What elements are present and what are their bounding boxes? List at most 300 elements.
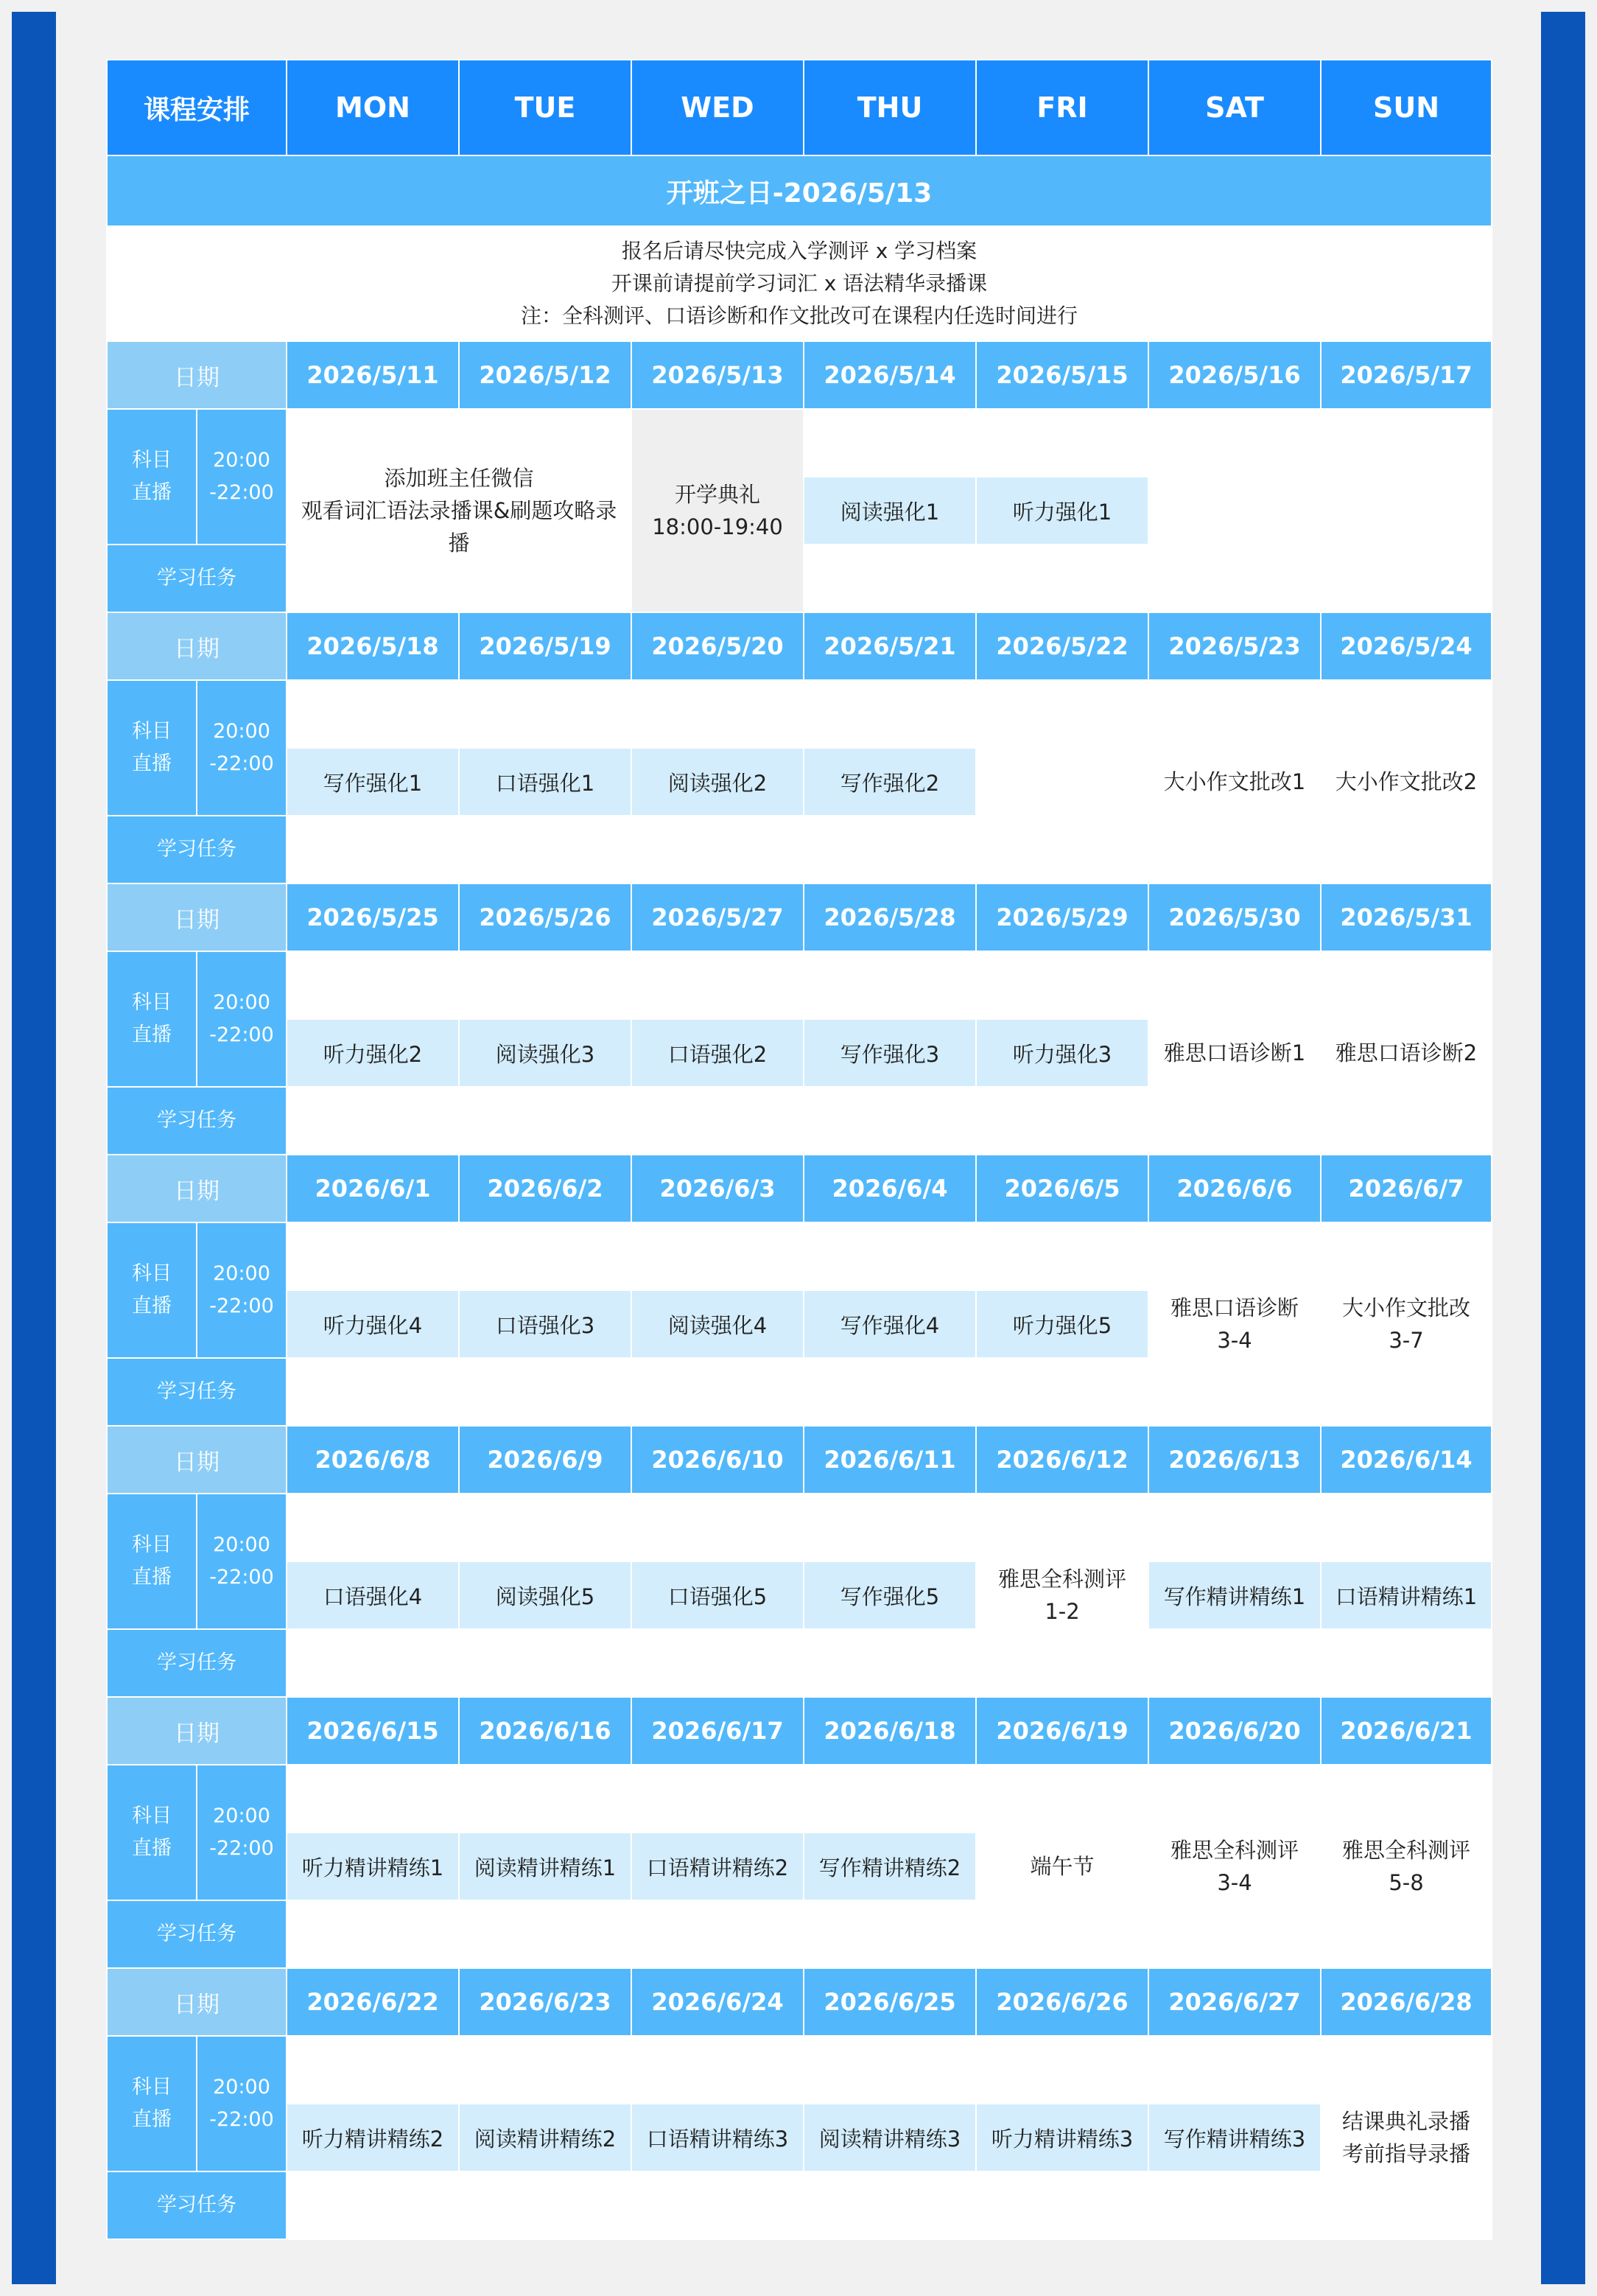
- spacer-cell: [631, 816, 804, 883]
- spacer-cell: [459, 1087, 631, 1155]
- spacer-cell: [287, 816, 459, 883]
- spacer-cell: [804, 1222, 976, 1290]
- course-line: 口语强化1: [495, 770, 595, 796]
- course-line: 5-8: [1389, 1870, 1424, 1895]
- date-cell: 2026/6/18: [804, 1697, 976, 1765]
- spacer-cell: [459, 951, 631, 1019]
- schedule-table: [106, 59, 1492, 2240]
- spacer-cell: [287, 680, 459, 748]
- course-cell: [287, 748, 459, 816]
- spacer-cell: [1321, 409, 1492, 477]
- time-start: 20:00: [213, 449, 270, 472]
- course-cell: [804, 1290, 976, 1358]
- live-time-label: [197, 2036, 287, 2171]
- spacer-cell: [459, 1358, 631, 1426]
- course-line: 大小作文批改: [1342, 1295, 1471, 1320]
- course-cell: [287, 1019, 459, 1087]
- date-label: 日期: [107, 341, 287, 409]
- spacer-cell: [976, 951, 1148, 1019]
- date-label: 日期: [107, 1697, 287, 1765]
- course-cell: [459, 748, 631, 816]
- date-cell: 2026/5/20: [631, 612, 804, 680]
- spacer-cell: [287, 951, 459, 1019]
- date-cell: 2026/5/16: [1148, 341, 1321, 409]
- live-top-row: [107, 680, 1492, 748]
- course-line: 听力精讲精练2: [301, 2126, 444, 2152]
- time-start: 20:00: [213, 991, 270, 1014]
- course-line: 口语强化4: [323, 1583, 423, 1609]
- spacer-cell: [631, 1765, 804, 1833]
- course-cell: [804, 1019, 976, 1087]
- course-cell: [631, 2104, 804, 2171]
- date-row: [107, 1968, 1492, 2036]
- spacer-cell: [631, 1358, 804, 1426]
- subject-live-label: [107, 1222, 197, 1358]
- spacer-cell: [1148, 1494, 1321, 1561]
- date-cell: 2026/5/18: [287, 612, 459, 680]
- date-cell: 2026/5/15: [976, 341, 1148, 409]
- open-day-banner: 开班之日-2026/5/13: [107, 155, 1492, 226]
- spacer-cell: [1148, 2171, 1321, 2239]
- course-cell: [804, 1561, 976, 1629]
- subject-label-line: 科目: [132, 449, 172, 472]
- date-row: [107, 341, 1492, 409]
- course-cell: [459, 1833, 631, 1900]
- spacer-cell: [631, 1222, 804, 1290]
- live-top-row: [107, 409, 1492, 477]
- spacer-cell: [976, 2036, 1148, 2104]
- spacer-cell: [804, 1900, 976, 1968]
- course-line: 听力强化5: [1012, 1312, 1112, 1338]
- empty-cell: [976, 680, 1148, 883]
- date-cell: 2026/6/5: [976, 1155, 1148, 1222]
- time-start: 20:00: [213, 1805, 270, 1827]
- time-end: -22:00: [209, 1023, 274, 1046]
- course-line: 口语精讲精练2: [646, 1855, 789, 1880]
- spacer-cell: [287, 1087, 459, 1155]
- course-cell: [631, 1290, 804, 1358]
- date-cell: 2026/5/21: [804, 612, 976, 680]
- date-cell: 2026/6/19: [976, 1697, 1148, 1765]
- course-cell: [804, 1833, 976, 1900]
- spacer-cell: [631, 1087, 804, 1155]
- date-cell: 2026/6/6: [1148, 1155, 1321, 1222]
- spacer-cell: [459, 1494, 631, 1561]
- course-cell: [976, 2104, 1148, 2171]
- day-header-mon: MON: [287, 60, 459, 155]
- spacer-cell: [287, 1358, 459, 1426]
- subject-label-line: 科目: [132, 720, 172, 743]
- task-row: [107, 1629, 1492, 1697]
- course-line: 口语强化2: [667, 1041, 768, 1067]
- date-cell: 2026/6/28: [1321, 1968, 1492, 2036]
- course-line: 写作强化1: [323, 770, 423, 796]
- course-cell: [631, 1019, 804, 1087]
- course-line: 雅思全科测评: [1342, 1838, 1471, 1863]
- spacer-cell: [459, 1629, 631, 1697]
- course-line: 写作精讲精练2: [818, 1855, 961, 1880]
- course-row: [107, 1561, 1492, 1629]
- spacer-cell: [287, 1765, 459, 1833]
- course-line: 雅思口语诊断1: [1163, 1040, 1306, 1065]
- day-header-wed: WED: [631, 60, 804, 155]
- course-line: 端午节: [1030, 1854, 1095, 1879]
- spacer-cell: [287, 2036, 459, 2104]
- task-label: 学习任务: [107, 2171, 287, 2239]
- time-end: -22:00: [209, 1837, 274, 1860]
- spacer-cell: [631, 1900, 804, 1968]
- live-top-row: [107, 1494, 1492, 1561]
- spacer-cell: [1148, 1629, 1321, 1697]
- course-cell: [1321, 1222, 1492, 1426]
- spacer-cell: [459, 2036, 631, 2104]
- spacer-cell: [631, 951, 804, 1019]
- course-cell: [459, 1290, 631, 1358]
- time-end: -22:00: [209, 1566, 274, 1589]
- course-line: 阅读强化3: [495, 1041, 595, 1067]
- spacer-cell: [459, 1900, 631, 1968]
- spacer-cell: [1321, 1629, 1492, 1697]
- subject-label-line: 科目: [132, 1805, 172, 1827]
- course-line: 写作精讲精练3: [1163, 2126, 1306, 2152]
- course-cell: [976, 1290, 1148, 1358]
- course-cell: [287, 1290, 459, 1358]
- spacer-cell: [976, 545, 1148, 612]
- date-label: 日期: [107, 1155, 287, 1222]
- course-cell: [1148, 680, 1321, 883]
- course-cell: [1321, 951, 1492, 1155]
- note-line: 开课前请提前学习词汇 x 语法精华录播课: [611, 271, 988, 295]
- subject-label-line: 科目: [132, 991, 172, 1014]
- course-cell: [631, 748, 804, 816]
- spacer-cell: [459, 2171, 631, 2239]
- date-cell: 2026/6/21: [1321, 1697, 1492, 1765]
- date-cell: 2026/6/11: [804, 1426, 976, 1494]
- course-cell: 阅读强化1: [804, 477, 976, 545]
- task-label: 学习任务: [107, 1087, 287, 1155]
- task-label: 学习任务: [107, 1358, 287, 1426]
- course-line: 结课典礼录播: [1342, 2109, 1471, 2134]
- left-border-bar: [12, 12, 56, 2284]
- date-cell: 2026/5/14: [804, 341, 976, 409]
- spacer-cell: [804, 2171, 976, 2239]
- course-line: 听力强化3: [1012, 1041, 1112, 1067]
- live-time-label: [197, 409, 287, 545]
- date-cell: 2026/5/12: [459, 341, 631, 409]
- time-start: 20:00: [213, 1262, 270, 1285]
- date-cell: 2026/5/27: [631, 883, 804, 951]
- live-time-label: [197, 1765, 287, 1900]
- course-line: 听力强化2: [323, 1041, 423, 1067]
- course-line: 雅思全科测评: [998, 1567, 1127, 1592]
- date-cell: 2026/6/7: [1321, 1155, 1492, 1222]
- spacer-cell: [976, 409, 1148, 477]
- spacer-cell: [804, 680, 976, 748]
- date-cell: 2026/5/26: [459, 883, 631, 951]
- spacer-cell: [804, 816, 976, 883]
- date-row: [107, 883, 1492, 951]
- date-cell: 2026/5/13: [631, 341, 804, 409]
- date-cell: 2026/6/15: [287, 1697, 459, 1765]
- course-line: 阅读强化2: [667, 770, 768, 796]
- course-cell: [287, 1561, 459, 1629]
- course-cell: [1148, 1765, 1321, 1968]
- live-label-line: 直播: [132, 481, 172, 504]
- opening-ceremony-title: 开学典礼: [675, 482, 761, 507]
- time-start: 20:00: [213, 2076, 270, 2099]
- course-line: 写作强化2: [840, 770, 940, 796]
- course-line: 3-4: [1217, 1870, 1252, 1895]
- course-cell: [287, 2104, 459, 2171]
- subject-label-line: 科目: [132, 1262, 172, 1285]
- spacer-cell: [804, 951, 976, 1019]
- live-label-line: 直播: [132, 1023, 172, 1046]
- date-label: 日期: [107, 1968, 287, 2036]
- task-row: [107, 2171, 1492, 2239]
- subject-live-label: [107, 1765, 197, 1900]
- notes-row: [107, 226, 1492, 341]
- course-cell: [1321, 680, 1492, 883]
- course-cell: [1321, 477, 1492, 545]
- course-line: 口语强化3: [495, 1312, 595, 1338]
- spacer-cell: [287, 2171, 459, 2239]
- spacer-cell: [631, 2036, 804, 2104]
- day-header-sat: SAT: [1148, 60, 1321, 155]
- live-label-line: 直播: [132, 1566, 172, 1589]
- course-cell: [1148, 1222, 1321, 1426]
- course-line: 听力强化4: [323, 1312, 423, 1338]
- spacer-cell: [287, 1494, 459, 1561]
- live-label-line: 直播: [132, 752, 172, 775]
- course-cell: [287, 1833, 459, 1900]
- live-time-label: [197, 1222, 287, 1358]
- onboarding-line: 播: [448, 531, 470, 556]
- course-cell: [1148, 951, 1321, 1155]
- spacer-cell: [976, 1087, 1148, 1155]
- task-label: 学习任务: [107, 1900, 287, 1968]
- date-cell: 2026/6/13: [1148, 1426, 1321, 1494]
- course-line: 3-7: [1389, 1328, 1424, 1353]
- date-cell: 2026/6/3: [631, 1155, 804, 1222]
- course-line: 雅思口语诊断: [1170, 1295, 1299, 1320]
- date-cell: 2026/5/22: [976, 612, 1148, 680]
- time-end: -22:00: [209, 1295, 274, 1317]
- spacer-cell: [1321, 545, 1492, 612]
- course-cell: [1321, 2036, 1492, 2239]
- date-cell: 2026/6/14: [1321, 1426, 1492, 1494]
- spacer-cell: [976, 1358, 1148, 1426]
- date-cell: 2026/6/10: [631, 1426, 804, 1494]
- date-label: 日期: [107, 883, 287, 951]
- live-top-row: [107, 1222, 1492, 1290]
- course-cell: [631, 1561, 804, 1629]
- time-end: -22:00: [209, 481, 274, 504]
- spacer-cell: [804, 1629, 976, 1697]
- subject-live-label: [107, 2036, 197, 2171]
- date-cell: 2026/6/12: [976, 1426, 1148, 1494]
- course-line: 大小作文批改1: [1163, 769, 1306, 794]
- onboarding-line: 观看词汇语法录播课&刷题攻略录: [301, 498, 617, 523]
- time-end: -22:00: [209, 752, 274, 775]
- spacer-cell: [804, 1358, 976, 1426]
- spacer-cell: [976, 2171, 1148, 2239]
- live-label-line: 直播: [132, 2108, 172, 2131]
- date-cell: 2026/6/26: [976, 1968, 1148, 2036]
- course-cell: [459, 2104, 631, 2171]
- course-cell: [976, 1494, 1148, 1697]
- subject-label-line: 科目: [132, 1533, 172, 1556]
- course-line: 考前指导录播: [1342, 2141, 1471, 2166]
- date-cell: 2026/6/23: [459, 1968, 631, 2036]
- live-time-label: [197, 951, 287, 1087]
- course-line: 听力精讲精练3: [991, 2126, 1134, 2152]
- header-row: [107, 60, 1492, 155]
- note-line: 报名后请尽快完成入学测评 x 学习档案: [621, 239, 977, 263]
- subject-live-label: [107, 951, 197, 1087]
- subject-label-line: 科目: [132, 2076, 172, 2099]
- live-label-line: 直播: [132, 1295, 172, 1317]
- course-line: 阅读精讲精练1: [474, 1855, 617, 1880]
- date-cell: 2026/6/16: [459, 1697, 631, 1765]
- task-label: 学习任务: [107, 816, 287, 883]
- live-time-label: [197, 680, 287, 816]
- date-label: 日期: [107, 1426, 287, 1494]
- spacer-cell: [1148, 545, 1321, 612]
- course-cell: [1321, 1561, 1492, 1629]
- course-cell: [1321, 1765, 1492, 1968]
- spacer-cell: [459, 1765, 631, 1833]
- course-line: 雅思全科测评: [1170, 1838, 1299, 1863]
- date-cell: 2026/6/22: [287, 1968, 459, 2036]
- spacer-cell: [631, 1629, 804, 1697]
- date-cell: 2026/6/2: [459, 1155, 631, 1222]
- date-cell: 2026/5/11: [287, 341, 459, 409]
- date-cell: 2026/5/28: [804, 883, 976, 951]
- course-cell: [1148, 477, 1321, 545]
- date-cell: 2026/6/1: [287, 1155, 459, 1222]
- course-line: 写作强化3: [840, 1041, 940, 1067]
- course-line: 大小作文批改2: [1335, 769, 1478, 794]
- live-top-row: [107, 951, 1492, 1019]
- spacer-cell: [804, 1765, 976, 1833]
- course-line: 阅读精讲精练3: [818, 2126, 961, 2152]
- course-line: 写作强化5: [840, 1583, 940, 1609]
- right-border-bar: [1541, 12, 1585, 2284]
- date-cell: 2026/5/24: [1321, 612, 1492, 680]
- date-cell: 2026/6/25: [804, 1968, 976, 2036]
- course-cell: [976, 1765, 1148, 1968]
- date-cell: 2026/5/29: [976, 883, 1148, 951]
- spacer-cell: [976, 1222, 1148, 1290]
- spacer-cell: [459, 816, 631, 883]
- course-line: 口语精讲精练1: [1335, 1583, 1478, 1609]
- day-header-thu: THU: [804, 60, 976, 155]
- date-cell: 2026/6/20: [1148, 1697, 1321, 1765]
- course-cell: [804, 748, 976, 816]
- notes-block: [107, 226, 1492, 341]
- course-line: 口语精讲精练3: [646, 2126, 789, 2152]
- day-header-fri: FRI: [976, 60, 1148, 155]
- course-line: 阅读强化5: [495, 1583, 595, 1609]
- note-line: 注：全科测评、口语诊断和作文批改可在课程内任选时间进行: [521, 304, 1078, 328]
- course-line: 阅读精讲精练2: [474, 2126, 617, 2152]
- course-line: 1-2: [1045, 1599, 1080, 1624]
- date-cell: 2026/5/30: [1148, 883, 1321, 951]
- date-cell: 2026/6/17: [631, 1697, 804, 1765]
- date-cell: 2026/6/4: [804, 1155, 976, 1222]
- date-cell: 2026/5/31: [1321, 883, 1492, 951]
- spacer-cell: [631, 680, 804, 748]
- spacer-cell: [804, 1494, 976, 1561]
- task-label: 学习任务: [107, 1629, 287, 1697]
- day-header-sun: SUN: [1321, 60, 1492, 155]
- date-row: [107, 1697, 1492, 1765]
- spacer-cell: [804, 2036, 976, 2104]
- spacer-cell: [804, 545, 976, 612]
- course-cell: [1148, 2104, 1321, 2171]
- course-cell: [631, 1833, 804, 1900]
- spacer-cell: [459, 680, 631, 748]
- spacer-cell: [1148, 2036, 1321, 2104]
- subject-live-label: [107, 409, 197, 545]
- spacer-cell: [287, 1629, 459, 1697]
- date-cell: 2026/5/19: [459, 612, 631, 680]
- open-day-row: [107, 155, 1492, 226]
- course-cell: [459, 1019, 631, 1087]
- spacer-cell: [1148, 409, 1321, 477]
- spacer-cell: [459, 1222, 631, 1290]
- course-line: 口语强化5: [667, 1583, 768, 1609]
- course-line: 听力精讲精练1: [301, 1855, 444, 1880]
- course-cell: [976, 1019, 1148, 1087]
- date-cell: 2026/6/24: [631, 1968, 804, 2036]
- spacer-cell: [804, 1087, 976, 1155]
- spacer-cell: [804, 409, 976, 477]
- course-line: 雅思口语诊断2: [1335, 1040, 1478, 1065]
- subject-live-label: [107, 680, 197, 816]
- course-line: 写作强化4: [840, 1312, 940, 1338]
- course-line: 阅读强化4: [667, 1312, 768, 1338]
- course-cell: [1148, 1561, 1321, 1629]
- task-label: 学习任务: [107, 545, 287, 612]
- spacer-cell: [287, 1900, 459, 1968]
- date-row: [107, 1426, 1492, 1494]
- spacer-cell: [631, 1494, 804, 1561]
- onboarding-line: 添加班主任微信: [384, 466, 534, 491]
- schedule-title: 课程安排: [107, 60, 287, 155]
- date-label: 日期: [107, 612, 287, 680]
- course-cell: [804, 2104, 976, 2171]
- week1-onboarding-cell: [287, 409, 631, 612]
- opening-ceremony-cell: [631, 409, 804, 612]
- date-row: [107, 1155, 1492, 1222]
- spacer-cell: [1321, 1494, 1492, 1561]
- live-label-line: 直播: [132, 1837, 172, 1860]
- date-row: [107, 612, 1492, 680]
- course-line: 3-4: [1217, 1328, 1252, 1353]
- date-cell: 2026/5/17: [1321, 341, 1492, 409]
- date-cell: 2026/5/25: [287, 883, 459, 951]
- course-row: [107, 2104, 1492, 2171]
- date-cell: 2026/6/8: [287, 1426, 459, 1494]
- live-top-row: [107, 2036, 1492, 2104]
- schedule-table-wrapper: [106, 59, 1491, 2240]
- spacer-cell: [287, 1222, 459, 1290]
- live-top-row: [107, 1765, 1492, 1833]
- time-start: 20:00: [213, 1533, 270, 1556]
- time-start: 20:00: [213, 720, 270, 743]
- course-cell: [459, 1561, 631, 1629]
